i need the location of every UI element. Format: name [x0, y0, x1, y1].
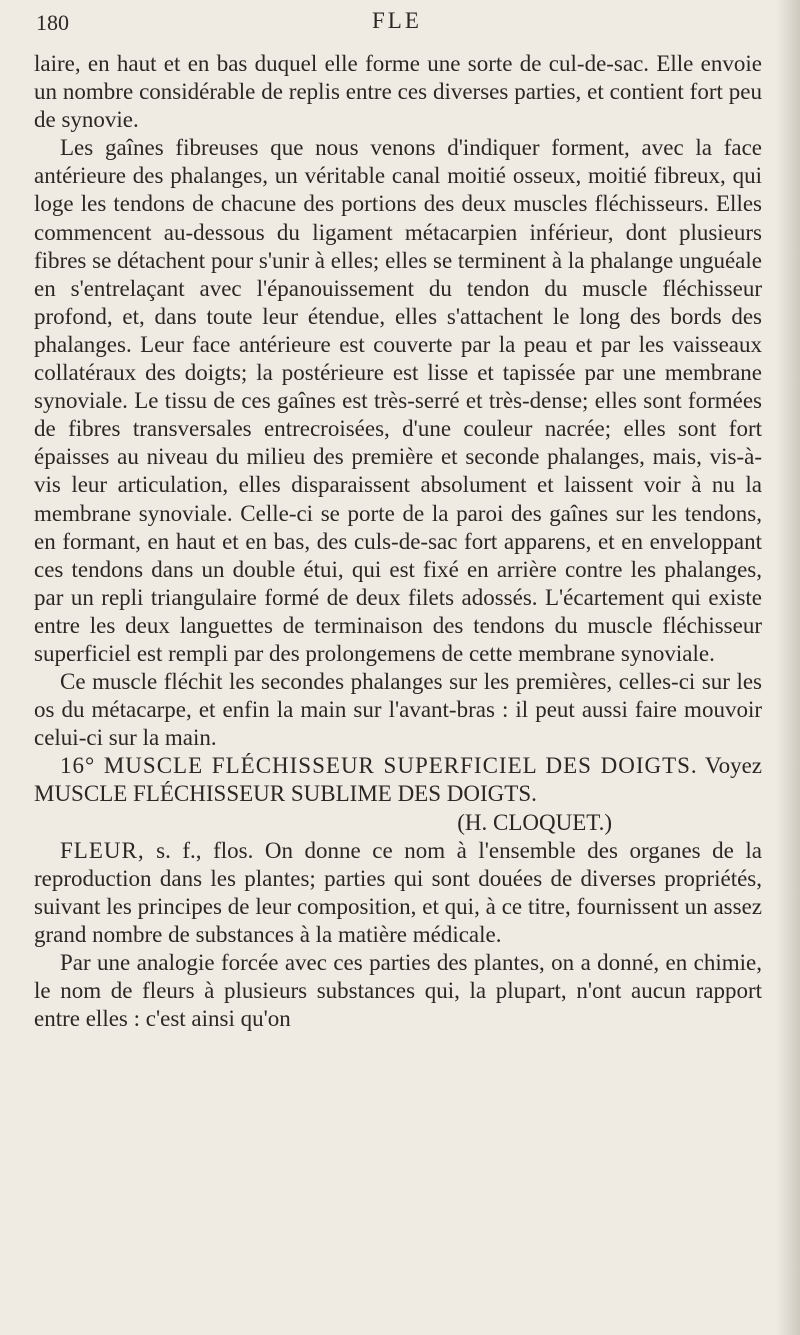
paragraph: laire, en haut et en bas duquel elle forme une sorte de cul-de-sac. Elle envoie un nombre considérable de replis entre ces diverses parties, et contient fort peu de synovie.: [34, 51, 762, 133]
paragraph: Par une analogie forcée avec ces parties des plantes, on a donné, en chimie, le nom de fleurs à plusieurs substances qui, la plupart, n'ont aucun rapport entre elles : c'est ainsi qu'on: [34, 950, 762, 1032]
page-header: [36, 10, 760, 54]
dictionary-entry: [34, 752, 762, 808]
entry-text: Voyez MUSCLE FLÉCHISSEUR SUBLIME DES DOIGTS.: [34, 753, 762, 807]
page-number: 180: [36, 10, 69, 35]
dictionary-entry: [34, 837, 762, 949]
entry-text: s. f., flos. On donne ce nom à l'ensemble des organes de la reproduction dans les plantes; parties qui sont douées de diverses propriétés, suivant les principes de leur composition, et qui, à ce titre, fournissent un assez grand nombre de substances à la matière médicale.: [34, 837, 762, 947]
entry-term: 16° MUSCLE FLÉCHISSEUR SUPERFICIEL DES DOIGTS.: [60, 753, 698, 779]
running-head: FLE: [372, 8, 422, 33]
paragraph: Les gaînes fibreuses que nous venons d'indiquer forment, avec la face antérieure des phalanges, un véritable canal moitié osseux, moitié fibreux, qui loge les tendons de chacune des portions des deux muscles fléchisseurs. Elles commencent au-dessous du ligament métacarpien inférieur, dont plusieurs fibres se détachent pour s'unir à elles; elles se terminent à la phalange unguéale en s'entrelaçant avec l'épanouissement du tendon du muscle fléchisseur profond, et, dans toute leur étendue, elles s'attachent le long des bords des phalanges. Leur face antérieure est couverte par la peau et par les vaisseaux collatéraux des doigts; la postérieure est lisse et tapissée par une membrane synoviale. Le tissu de ces gaînes est très-serré et très-dense; elles sont formées de fibres transversales entrecroisées, d'une couleur nacrée; elles sont fort épaisses au niveau du milieu des première et seconde phalanges, mais, vis-à-vis leur articulation, elles disparaissent absolument et laissent voir à nu la membrane synoviale. Celle-ci se porte de la paroi des gaînes sur les tendons, en formant, en haut et en bas, des culs-de-sac fort apparens, et en enveloppant ces tendons dans un double étui, qui est fixé en arrière contre les phalanges, par un repli triangulaire formé de deux filets adossés. L'écartement qui existe entre les deux languettes de terminaison des tendons du muscle fléchisseur superficiel est rempli par des prolongemens de cette membrane synoviale.: [34, 135, 762, 666]
body-text: [34, 50, 762, 1033]
entry-term: FLEUR,: [60, 837, 145, 863]
author-signature: (H. CLOQUET.): [457, 809, 612, 835]
paragraph: Ce muscle fléchit les secondes phalanges sur les premières, celles-ci sur les os du métacarpe, et enfin la main sur l'avant-bras : il peut aussi faire mouvoir celui-ci sur la main.: [34, 669, 762, 751]
